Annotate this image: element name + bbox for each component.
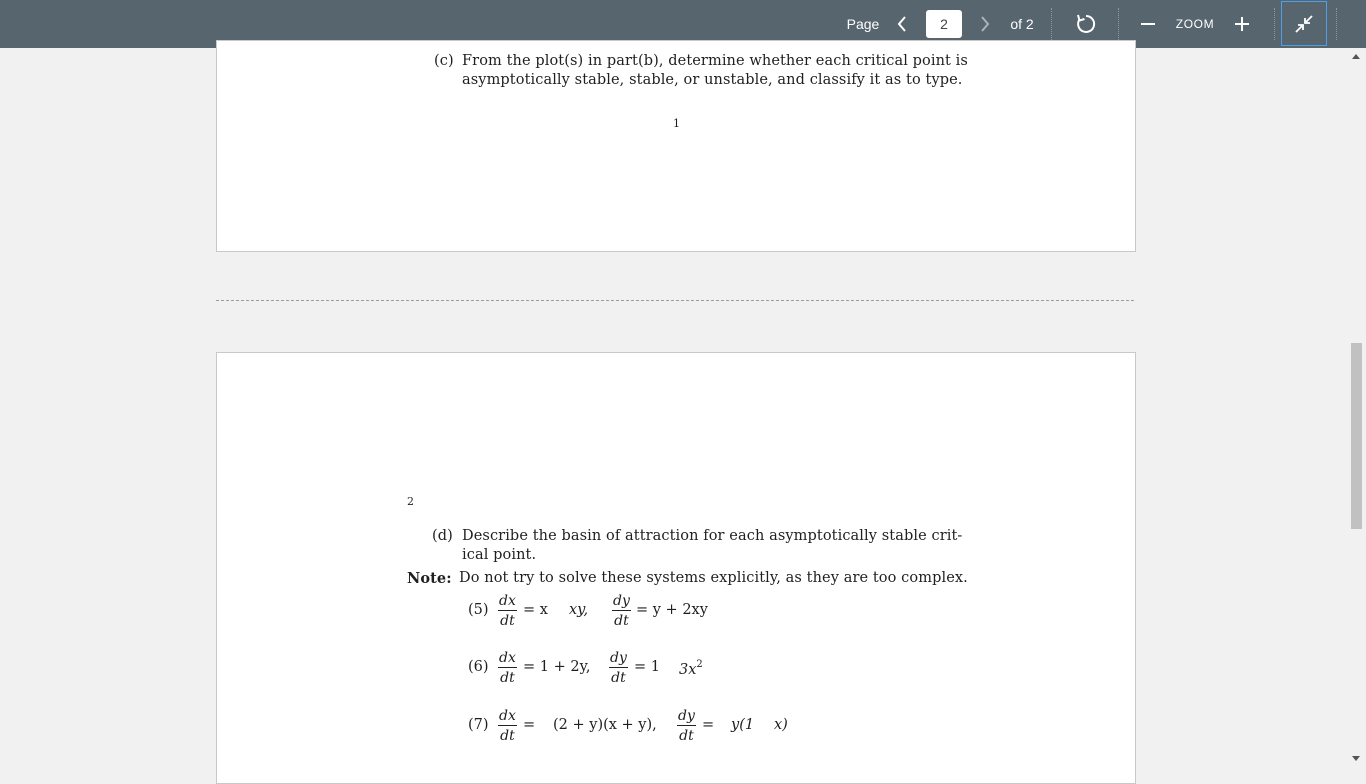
- dx-dt-fraction: $\frac{dx}{dt}$: [499, 650, 516, 686]
- vertical-scrollbar[interactable]: [1349, 48, 1366, 768]
- equation-rhs: =: [523, 717, 536, 733]
- item-d-label: (d): [432, 528, 453, 544]
- equation-rhs: = y + 2xy: [636, 602, 708, 618]
- pdf-page-1: [216, 40, 1136, 252]
- page-count: of 2: [1010, 16, 1034, 32]
- scroll-up-arrow-icon[interactable]: [1352, 54, 1360, 59]
- item-c-label: (c): [434, 53, 454, 69]
- item-c-line-1: From the plot(s) in part(b), determine whether each critical point is: [462, 53, 968, 69]
- equation-rhs: = 1: [634, 659, 660, 675]
- plus-icon: [1234, 16, 1250, 32]
- note-label: Note:: [407, 570, 452, 587]
- page-divider: [216, 300, 1134, 301]
- equation-rhs: =: [702, 717, 715, 733]
- zoom-in-button[interactable]: [1230, 0, 1254, 48]
- item-c-line-2: asymptotically stable, stable, or unstable, and classify it as to type.: [462, 72, 963, 88]
- toolbar-separator: [1336, 8, 1337, 40]
- equation-rhs: xy,: [569, 602, 589, 618]
- equation-label: (5): [468, 602, 489, 618]
- pdf-page-2: [216, 352, 1136, 784]
- collapse-icon: [1294, 14, 1314, 34]
- chevron-left-icon: [896, 15, 908, 33]
- equation-rhs: x): [774, 717, 788, 733]
- scroll-down-arrow-icon[interactable]: [1352, 756, 1360, 761]
- equation-label: (6): [468, 659, 489, 675]
- dx-dt-fraction: $\frac{dx}{dt}$: [499, 593, 516, 629]
- toolbar-separator: [1051, 8, 1052, 40]
- equation-term: 3x: [679, 662, 697, 678]
- page-number: 2: [407, 495, 414, 508]
- zoom-label: ZOOM: [1175, 17, 1215, 31]
- scrollbar-thumb[interactable]: [1351, 343, 1362, 529]
- equation-rhs: = x: [523, 602, 548, 618]
- page-label: Page: [846, 16, 880, 32]
- toolbar-separator: [1118, 8, 1119, 40]
- chevron-right-icon: [979, 15, 991, 33]
- item-d-line-2: ical point.: [462, 547, 537, 563]
- zoom-out-button[interactable]: [1136, 0, 1160, 48]
- equation-rhs: (2 + y)(x + y),: [553, 717, 657, 733]
- equation-rhs: = 1 + 2y,: [523, 659, 591, 675]
- dy-dt-fraction: $\frac{dy}{dt}$: [613, 593, 630, 629]
- toolbar-separator: [1274, 8, 1275, 40]
- collapse-fullscreen-button[interactable]: [1281, 1, 1327, 46]
- equation-rhs: [679, 659, 703, 678]
- rotate-icon: [1075, 13, 1097, 35]
- exponent: 2: [696, 659, 703, 670]
- dy-dt-fraction: $\frac{dy}{dt}$: [678, 708, 695, 744]
- note-text: Do not try to solve these systems explicitly, as they are too complex.: [459, 570, 968, 586]
- dy-dt-fraction: $\frac{dy}{dt}$: [610, 650, 627, 686]
- dx-dt-fraction: $\frac{dx}{dt}$: [499, 708, 516, 744]
- minus-icon: [1140, 16, 1156, 32]
- page-number: 1: [673, 117, 680, 130]
- equation-label: (7): [468, 717, 489, 733]
- equation-rhs: y(1: [731, 717, 755, 733]
- page-number-input[interactable]: [926, 10, 962, 38]
- item-d-line-1: Describe the basin of attraction for each asymptotically stable crit-: [462, 528, 963, 544]
